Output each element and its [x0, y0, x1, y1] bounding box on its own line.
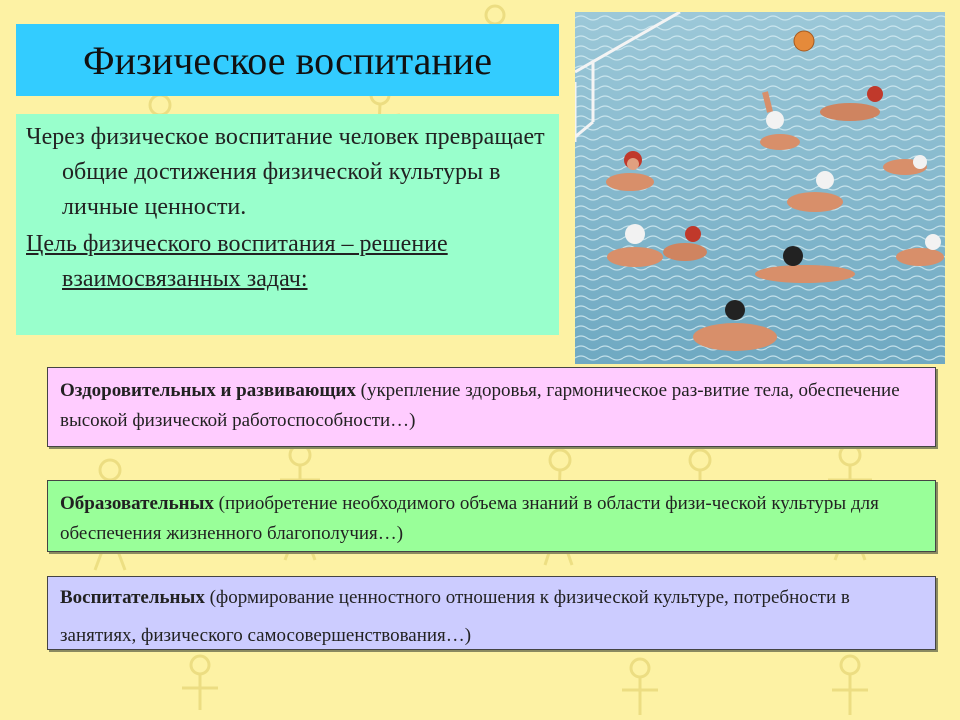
task-description: (укрепление здоровья, гармоническое раз-витие тела, обеспечение высокой физической работоспособности…) [60, 380, 900, 431]
slide-title: Физическое воспитание [83, 37, 492, 83]
title-box [16, 24, 559, 96]
task-health [47, 367, 936, 447]
task-title: Оздоровительных и развивающих [60, 380, 356, 401]
task-education [47, 480, 936, 552]
ball [794, 31, 814, 51]
water-polo-illustration [575, 12, 945, 364]
task-description: (приобретение необходимого объема знаний в области физи-ческой культуры для обеспечения жизненного благополучия…) [60, 493, 879, 544]
water-polo-photo [575, 12, 945, 364]
task-description: (формирование ценностного отношения к физической культуре, потребности в занятиях, физического самосовершенствования…) [60, 587, 850, 646]
task-upbringing [47, 576, 936, 650]
intro-box [16, 114, 559, 335]
intro-paragraph: Через физическое воспитание человек превращает общие достижения физической культуры в личные ценности. [26, 124, 545, 220]
goal-statement: Цель физического воспитания – решение взаимосвязанных задач: [26, 231, 448, 292]
task-title: Воспитательных [60, 587, 205, 608]
task-title: Образовательных [60, 493, 214, 514]
